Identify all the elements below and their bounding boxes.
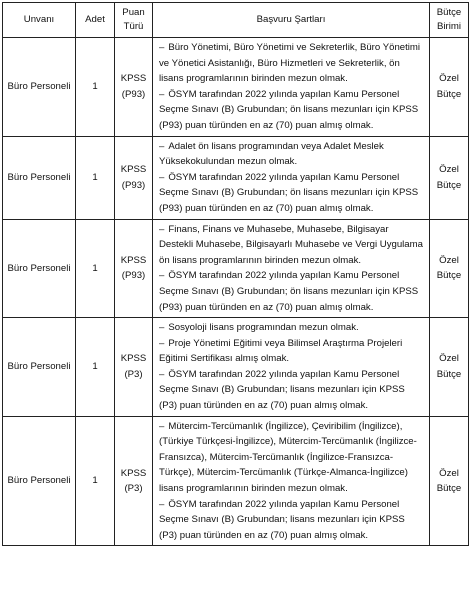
cell-puan-turu: KPSS (P3) (115, 318, 153, 417)
table-row (3, 416, 469, 546)
condition-text: ÖSYM tarafından 2022 yılında yapılan Kamu Personel Seçme Sınavı (B) Grubundan; ön lisans mezunları için KPSS (P93) puan türünden en az (70) puan almış olmak. (159, 171, 419, 214)
condition-text: ÖSYM tarafından 2022 yılında yapılan Kamu Personel Seçme Sınavı (B) Grubundan; lisans mezunları için KPSS (P3) puan türünden en az (70) puan almış olmak. (159, 498, 405, 541)
condition-item (159, 419, 425, 497)
cell-butce-birimi: Özel Bütçe (430, 219, 469, 318)
cell-basvuru-sartlari (153, 416, 430, 546)
bullet-dash: – (159, 498, 165, 510)
condition-text: ÖSYM tarafından 2022 yılında yapılan Kamu Personel Seçme Sınavı (B) Grubundan; ön lisans mezunları için KPSS (P93) puan türünden en az (70) puan almış olmak. (159, 88, 419, 131)
cell-unvan: Büro Personeli (3, 416, 76, 546)
header-adet: Adet (76, 3, 115, 38)
cell-unvan: Büro Personeli (3, 38, 76, 137)
condition-text: Adalet ön lisans programından veya Adalet Meslek Yüksekokulundan mezun olmak. (159, 140, 384, 168)
bullet-dash: – (159, 270, 165, 282)
condition-text: ÖSYM tarafından 2022 yılında yapılan Kamu Personel Seçme Sınavı (B) Grubundan; lisans mezunları için KPSS (P3) puan türünden en az (70) puan almış olmak. (159, 368, 405, 412)
table-header-row (3, 3, 469, 38)
condition-text: Sosyoloji lisans programından mezun olmak. (168, 322, 359, 334)
cell-puan-turu: KPSS (P3) (115, 416, 153, 546)
cell-adet: 1 (76, 136, 115, 219)
cell-butce-birimi: Özel Bütçe (430, 136, 469, 219)
cell-basvuru-sartlari (153, 38, 430, 137)
condition-item (159, 170, 425, 217)
header-unvan: Unvanı (3, 3, 76, 38)
cell-unvan: Büro Personeli (3, 136, 76, 219)
condition-item (159, 87, 425, 134)
cell-adet: 1 (76, 38, 115, 137)
table-row (3, 318, 469, 417)
cell-puan-turu: KPSS (P93) (115, 136, 153, 219)
job-postings-table (2, 2, 469, 546)
bullet-dash: – (159, 420, 165, 432)
cell-adet: 1 (76, 219, 115, 318)
cell-basvuru-sartlari (153, 219, 430, 318)
condition-item (159, 139, 425, 170)
bullet-dash: – (159, 322, 165, 334)
condition-item (159, 222, 425, 269)
header-puan-turu: Puan Türü (115, 3, 153, 38)
table-row (3, 219, 469, 318)
bullet-dash: – (159, 88, 165, 100)
condition-item (159, 336, 425, 367)
cell-butce-birimi: Özel Bütçe (430, 416, 469, 546)
cell-butce-birimi: Özel Bütçe (430, 38, 469, 137)
condition-text: ÖSYM tarafından 2022 yılında yapılan Kamu Personel Seçme Sınavı (B) Grubundan; ön lisans mezunları için KPSS (P93) puan türünden en az (70) puan almış olmak. (159, 270, 419, 313)
cell-basvuru-sartlari (153, 136, 430, 219)
condition-text: Finans, Finans ve Muhasebe, Muhasebe, Bilgisayar Destekli Muhasebe, Bilgisayarlı Muhasebe ve Vergi Uygulama ön lisans programlarının birinden mezun olmak. (159, 223, 423, 266)
condition-text: Proje Yönetimi Eğitimi veya Bilimsel Araştırma Projeleri Eğitimi Sertifikası almış olmak. (159, 337, 403, 365)
cell-basvuru-sartlari (153, 318, 430, 417)
cell-adet: 1 (76, 416, 115, 546)
bullet-dash: – (159, 337, 165, 349)
cell-puan-turu: KPSS (P93) (115, 219, 153, 318)
cell-adet: 1 (76, 318, 115, 417)
condition-item (159, 320, 425, 336)
header-basvuru-sartlari: Başvuru Şartları (153, 3, 430, 38)
bullet-dash: – (159, 140, 165, 152)
bullet-dash: – (159, 171, 165, 183)
condition-item (159, 497, 425, 544)
condition-item (159, 40, 425, 87)
table-row (3, 38, 469, 137)
cell-unvan: Büro Personeli (3, 318, 76, 417)
header-butce-birimi: Bütçe Birimi (430, 3, 469, 38)
condition-item (159, 268, 425, 315)
condition-item (159, 367, 425, 414)
condition-text: Büro Yönetimi, Büro Yönetimi ve Sekreterlik, Büro Yönetimi ve Yönetici Asistanlığı, Büro Hizmetleri ve Sekreterlik, ön lisans programlarının birinden mezun olmak. (159, 42, 421, 85)
cell-unvan: Büro Personeli (3, 219, 76, 318)
condition-text: Mütercim-Tercümanlık (İngilizce), Çeviribilim (İngilizce), (Türkiye Türkçesi-İngilizce), Mütercim-Tercümanlık (İngilizce-Fransızca), Mütercim-Tercümanlık (İngilizce-Fransızca-Türkçe), Mütercim-Tercümanlık (Türkçe-Almanca-İngilizce) lisans programlarının birinden mezun olmak. (159, 420, 417, 495)
table-row (3, 136, 469, 219)
bullet-dash: – (159, 368, 165, 380)
cell-puan-turu: KPSS (P93) (115, 38, 153, 137)
bullet-dash: – (159, 223, 165, 235)
cell-butce-birimi: Özel Bütçe (430, 318, 469, 417)
bullet-dash: – (159, 42, 165, 53)
